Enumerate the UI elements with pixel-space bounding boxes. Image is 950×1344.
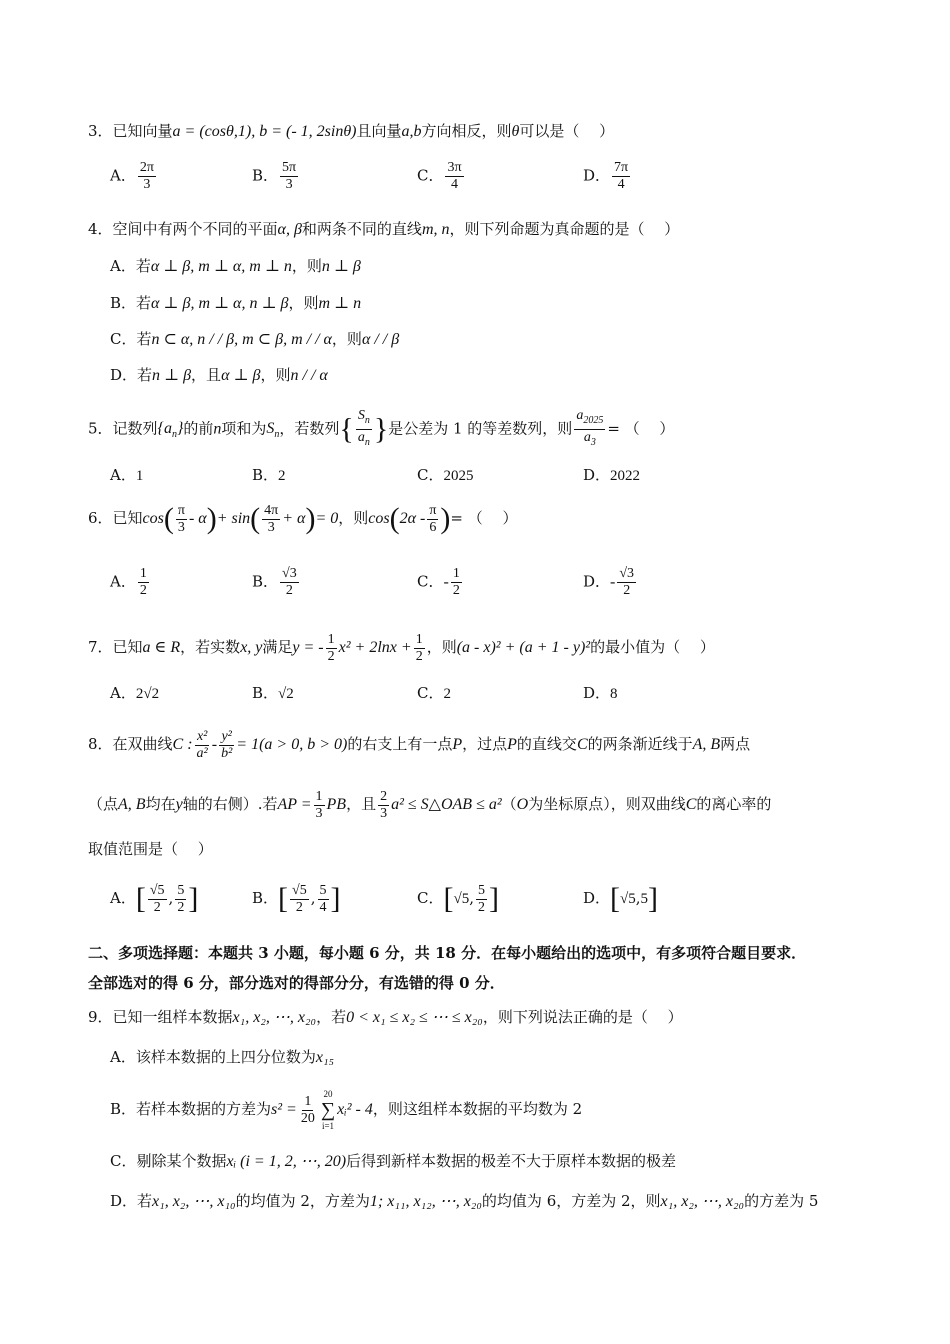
fraction [451,566,462,599]
option-result: α / / β [361,331,400,348]
option-connector: ，则 [288,294,319,312]
q6-text: 6．已知 [88,509,143,527]
q3-option-b[interactable] [252,160,300,193]
bracket-right: ] [188,882,199,915]
question-3-stem [88,120,614,143]
sum-lower: i=1 [321,1121,335,1131]
q4-option-a[interactable] [110,255,361,278]
option-label: C．若 [110,330,152,348]
q8-inequality: a² ≤ S△OAB ≤ a² [391,796,502,813]
option-label: D． [583,889,611,907]
q3-text: 3．已知向量 [88,122,173,140]
q5-left-brace: { [339,412,354,446]
fraction [617,566,636,599]
bracket-right: ] [648,882,659,915]
q7-expr: (a - x)² + (a + 1 - y)² [456,639,591,656]
q3-theta: θ [511,123,520,140]
option-text-2: 的均值为 2，方差为 [235,1192,370,1210]
q5-text-5: 是公差为 1 的等差数列，则 [388,419,573,438]
denominator: 4 [617,177,625,192]
option-math: xᵢ (i = 1, 2, ⋯, 20) [226,1153,347,1170]
q5-q-num-sub: 2025 [583,414,604,426]
numerator: 5 [177,882,185,898]
q5-option-d[interactable] [583,464,640,487]
q8-text-2: 的右支上有一点 [347,735,453,753]
summation [321,1088,335,1132]
option-label: A． [110,684,136,702]
q5-q-num: a [576,408,584,423]
q7-option-a[interactable] [110,682,159,705]
option-value: 8 [610,686,618,702]
q8-O: O [516,796,529,813]
q8-AP: AP = [277,796,312,813]
numerator: 7π [614,160,629,175]
numerator: 1 [304,1093,312,1109]
denominator: 3 [267,519,275,535]
denominator [582,430,598,451]
q5-option-b[interactable] [252,464,286,487]
q9-option-c[interactable] [110,1150,676,1173]
q6-option-c[interactable] [417,566,464,599]
option-sign: - [610,573,616,591]
question-9-stem [88,1006,683,1029]
denominator: 2 [478,899,485,915]
q8-C-2: C [576,736,588,753]
q5-n: n [213,420,222,438]
q8-P: P [452,736,463,753]
denominator: 2 [452,583,460,598]
option-label: A． [110,572,136,591]
option-text-3: 的均值为 6，方差为 2，则 [481,1192,661,1210]
q5-text-3: 项和为 [221,419,267,438]
option-condition: α ⊥ β, m ⊥ α, n ⊥ β [151,295,289,312]
numerator [356,408,372,430]
option-connector: ，则 [331,330,362,348]
q8-C: C : [172,736,193,753]
fraction [299,1094,317,1127]
denominator: 3 [177,519,185,535]
option-result: n / / α [290,367,328,384]
question-8-stem-line-1 [88,726,750,763]
q8-option-c[interactable]: C．[√5, $\frac{5}{2}$ ] [417,882,499,915]
option-label: A． [110,466,136,484]
fraction [176,503,187,536]
bracket-left: [ [278,882,289,915]
q8-l2-c: 轴的右侧）.若 [182,795,278,813]
option-condition: n ⊂ α, n / / β, m ⊂ β, m / / α [151,331,332,348]
q7-a-in-R: a ∈ R [142,639,181,656]
fraction [318,883,329,916]
option-math-1: s² = [271,1101,297,1118]
q6-option-d[interactable] [583,566,638,599]
q6-paren-open-2: ( [250,502,261,535]
q5-ratio-den: a [357,429,365,445]
q8-y: y [175,796,183,813]
fraction [280,566,299,599]
option-result: n ⊥ β [321,258,361,275]
numerator: y² [221,728,232,744]
q5-ratio-den-sub: n [364,436,370,448]
q8-text-5: 的两条渐近线于 [587,735,693,753]
option-math-3: x₁, x₂, ⋯, x₂₀ [660,1193,745,1210]
denominator: 4 [319,899,327,915]
bracket-left: [ [610,882,621,915]
numerator: √3 [619,566,635,581]
option-value: 2 [278,468,286,484]
denominator: 2 [295,899,303,915]
q3-text-3: 方向相反，则 [421,122,512,140]
question-5-stem [88,408,674,452]
q5-text-4: ，若数列 [279,419,340,438]
denominator: 6 [429,519,437,535]
option-connector: ，且 [191,366,222,384]
option-text-4: 的方差为 5 [744,1192,819,1210]
fraction [414,632,425,665]
q9-option-a[interactable] [110,1046,334,1069]
q3-ab: a,b [401,123,422,140]
q7-text-3: 满足 [262,638,293,656]
q3-vector-expr: a = (cosθ,1), b = (- 1, 2sinθ) [172,123,357,140]
fraction [476,883,487,916]
q4-option-c[interactable] [110,328,399,351]
option-math: x₁₅ [315,1049,335,1066]
fraction [378,789,389,822]
q6-paren-open: ( [163,502,174,535]
q5-text: 5．记数列 [88,419,158,438]
q6-term-2: + α [282,510,306,527]
q8-P-2: P [507,736,517,753]
numerator: 5π [282,160,297,175]
q7-text: 7．已知 [88,638,143,656]
q6-option-b[interactable] [252,566,301,599]
option-result: m ⊥ n [318,295,362,312]
option-label: B． [252,166,279,185]
numerator: √5 [292,882,307,898]
fraction [262,503,280,536]
q5-option-c[interactable] [417,464,473,487]
question-8-stem-line-3 [88,838,213,860]
q8-option-d[interactable]: D．[√5,5] [583,882,659,915]
option-text: A．该样本数据的上四分位数为 [110,1048,316,1066]
q6-paren-close-3: ) [440,502,451,535]
q6-option-a[interactable] [110,566,151,599]
fraction [314,789,325,822]
q5-seq: $\{a_n\}$ [157,420,184,441]
q6-cos: cos [142,510,164,527]
q4-option-b[interactable] [110,292,361,315]
q6-term-3: 2α - [399,510,426,527]
q5-seq-a: a [163,420,172,438]
fraction [148,883,167,916]
q4-planes: α, β [277,221,302,238]
option-label: C． [417,166,444,185]
q8-l2-d: ，且 [346,795,377,813]
q8-AB-2: A, B [118,796,146,813]
numerator: √5 [149,882,165,898]
fraction [427,503,438,536]
option-label: A．若 [110,257,151,275]
q5-right-brace: } [373,412,389,446]
option-label: D． [583,166,611,185]
option-math-2: xᵢ² - 4 [337,1101,373,1118]
q7-eq-1: y = - [292,639,324,656]
q8-text-3: ，过点 [462,735,508,753]
q8-AB: A, B [692,736,721,753]
option-value-a: √5 [453,891,470,907]
option-value-a: √5 [620,891,636,907]
fraction [219,729,234,762]
fraction [280,160,298,193]
q5-quotient-fraction [574,408,605,451]
option-label: C． [417,466,444,484]
q4-text-3: ，则下列命题为真命题的是（ ） [449,220,680,238]
q8-eq: = 1(a > 0, b > 0) [236,736,348,753]
q9-data: x₁, x₂, ⋯, x₂₀ [232,1009,317,1026]
q8-text: 8．在双曲线 [88,735,173,753]
option-math-1: x₁, x₂, ⋯, x₁₀ [152,1193,236,1210]
option-label: D． [583,466,611,484]
q7-xy: x, y [240,639,263,656]
denominator: 2 [285,583,293,598]
bracket-right: ] [489,882,499,915]
numerator: 2π [139,160,154,175]
q8-minus: - [211,736,218,753]
numerator: x² [196,728,208,744]
numerator: 3π [447,160,462,175]
q4-text-2: 和两条不同的直线 [301,220,422,238]
numerator: π [429,502,437,518]
q5-ratio-num: S [357,408,365,423]
q5-S-letter: S [266,420,275,438]
bracket-left: [ [135,882,146,915]
q8-l2-a: （点 [88,795,119,813]
q6-cos-2: cos [368,510,390,527]
q8-PB: PB [326,796,347,813]
q7-text-2: ，若实数 [180,638,241,656]
option-label: C． [417,684,444,702]
q3-option-a[interactable] [110,160,158,193]
fraction [445,160,463,193]
option-label: D． [583,684,611,702]
fraction [326,632,337,665]
q9-text-3: ，则下列说法正确的是（ ） [482,1008,683,1026]
option-label: A． [110,889,136,907]
q3-option-c[interactable] [417,160,466,193]
option-label: B．若 [110,294,152,312]
denominator: 2 [177,899,185,915]
question-6-stem [88,500,518,537]
fraction [612,160,630,193]
option-condition: n ⊥ β [152,367,192,384]
denominator: 20 [300,1110,315,1126]
fraction [138,160,156,193]
option-value: 1 [135,468,144,484]
denominator: a² [196,745,208,761]
q4-lines: m, n [421,221,450,238]
numerator: 2 [380,788,388,804]
fraction [175,883,186,916]
q5-text-2: 的前 [183,419,214,438]
option-label: D．若 [110,366,153,384]
denominator: 3 [315,805,323,821]
option-value: 2025 [443,468,474,484]
numerator: 1 [452,566,460,581]
denominator: 3 [285,177,293,192]
denominator: 3 [143,177,151,192]
option-label: B． [252,572,279,591]
q3-text-4: 可以是（ ） [519,122,615,140]
question-8-stem-line-2 [88,786,771,823]
fraction [195,729,210,762]
option-connector: ，则 [291,257,322,275]
option-label: C． [417,889,444,907]
option-condition: α ⊥ β, m ⊥ α, m ⊥ n [150,258,292,275]
option-value-b: 5 [640,891,649,907]
numerator: 1 [139,566,147,581]
option-text: D．若 [110,1192,153,1210]
option-label: D． [583,572,611,591]
option-text-2: ，则这组样本数据的平均数为 2 [372,1100,583,1118]
q3-option-d[interactable] [583,160,632,193]
sum-symbol: ∑ [320,1099,336,1121]
q8-l2-f: 为坐标原点），则双曲线 [528,795,686,813]
option-text: B．若样本数据的方差为 [110,1100,272,1118]
numerator: π [177,502,185,518]
denominator: 3 [380,805,388,821]
q5-ratio-fraction [356,408,372,451]
option-text-2: 后得到新样本数据的极差不大于原样本数据的极差 [346,1152,677,1170]
q8-l2-b: 均在 [145,795,176,813]
denominator: 2 [623,583,631,598]
q6-paren-close-2: ) [305,502,316,535]
option-label: B． [252,684,279,702]
q6-text-3: = （ ） [450,509,518,527]
option-math-2: 1; x₁₁, x₁₂, ⋯, x₂₀ [369,1193,482,1210]
section-2-instructions: 全部选对的得 6 分，部分选对的得部分分，有选错的得 0 分． [88,974,505,992]
question-7-stem [88,630,715,665]
section-2-heading: 二、多项选择题：本题共 3 小题，每小题 6 分，共 18 分．在每小题给出的选项中，有多项符合题目要求． [88,944,807,962]
denominator: 4 [451,177,459,192]
numerator: 5 [319,882,327,898]
q9-option-d[interactable] [110,1190,818,1213]
q8-l3: 取值范围是（ ） [88,840,213,858]
q5-q-den-sub: 3 [590,436,596,448]
denominator: 2 [153,899,161,915]
q7-text-5: 的最小值为（ ） [590,638,715,656]
numerator: 1 [315,788,323,804]
denominator [356,430,372,451]
q5-option-a[interactable] [110,464,143,487]
denominator: 2 [415,648,423,664]
q8-C-3: C [685,796,697,813]
denominator: 2 [139,583,147,598]
denominator: 2 [327,648,335,664]
q7-text-4: ，则 [426,638,457,656]
q5-text-6: = （ ） [607,419,675,438]
fraction [290,883,309,916]
q8-l2-e: （ [501,795,517,813]
option-label: A． [110,166,136,185]
option-label: B． [252,889,279,907]
q8-text-6: 两点 [720,735,751,753]
q4-option-d[interactable] [110,364,328,387]
q7-option-d[interactable] [583,682,618,705]
fraction [138,566,149,599]
q8-text-4: 的直线交 [516,735,577,753]
q5-S-sub: n [274,429,280,441]
q6-eq: = 0 [315,510,339,527]
q6-term-1: - α [188,510,207,527]
numerator: 5 [478,882,485,898]
q5-q-den: a [583,429,591,445]
q3-text-2: 且向量 [356,122,402,140]
option-value: 2√2 [135,686,160,702]
q6-paren-open-3: ( [389,502,400,535]
numerator [574,408,605,430]
question-4-stem [88,218,679,241]
numerator: 4π [264,502,279,518]
option-text: C．剔除某个数据 [110,1152,227,1170]
q7-option-b[interactable] [252,682,294,705]
q4-text: 4．空间中有两个不同的平面 [88,220,278,238]
option-condition-2: α ⊥ β [221,367,261,384]
option-value: 2 [443,686,451,702]
q8-l2-g: 的离心率的 [696,795,772,813]
q9-text-2: ，若 [316,1008,347,1026]
numerator: 1 [415,631,423,647]
q9-text: 9．已知一组样本数据 [88,1008,233,1026]
denominator: b² [221,745,233,761]
q9-option-b[interactable] [110,1088,582,1132]
q6-text-2: ，则 [338,509,369,527]
option-sign: - [443,573,449,591]
option-value: √2 [278,686,294,702]
numerator: 1 [327,631,335,647]
q8-option-b[interactable]: B．[ $\frac{√5}{2}$ , $\frac{5}{4}$ ] [252,882,341,915]
q8-option-a[interactable]: A．[ $\frac{√5}{2}$ , $\frac{5}{2}$ ] [110,882,199,915]
option-label: B． [252,466,279,484]
numerator: √3 [282,566,297,581]
q5-S [266,420,280,441]
option-label: C． [417,572,444,591]
sum-upper: 20 [323,1089,333,1099]
bracket-left: [ [443,882,454,915]
q7-option-c[interactable] [417,682,451,705]
q5-ratio-num-sub: n [364,414,370,426]
q6-paren-close: ) [206,502,217,535]
q6-plus-sin: + sin [216,510,251,527]
q5-seq-sub: n [171,429,177,441]
option-connector-2: ，则 [260,366,291,384]
option-value: 2022 [610,468,641,484]
bracket-right: ] [330,882,341,915]
q9-condition: 0 < x₁ ≤ x₂ ≤ ⋯ ≤ x₂₀ [346,1009,483,1026]
q7-eq-2: x² + 2lnx + [338,639,412,656]
